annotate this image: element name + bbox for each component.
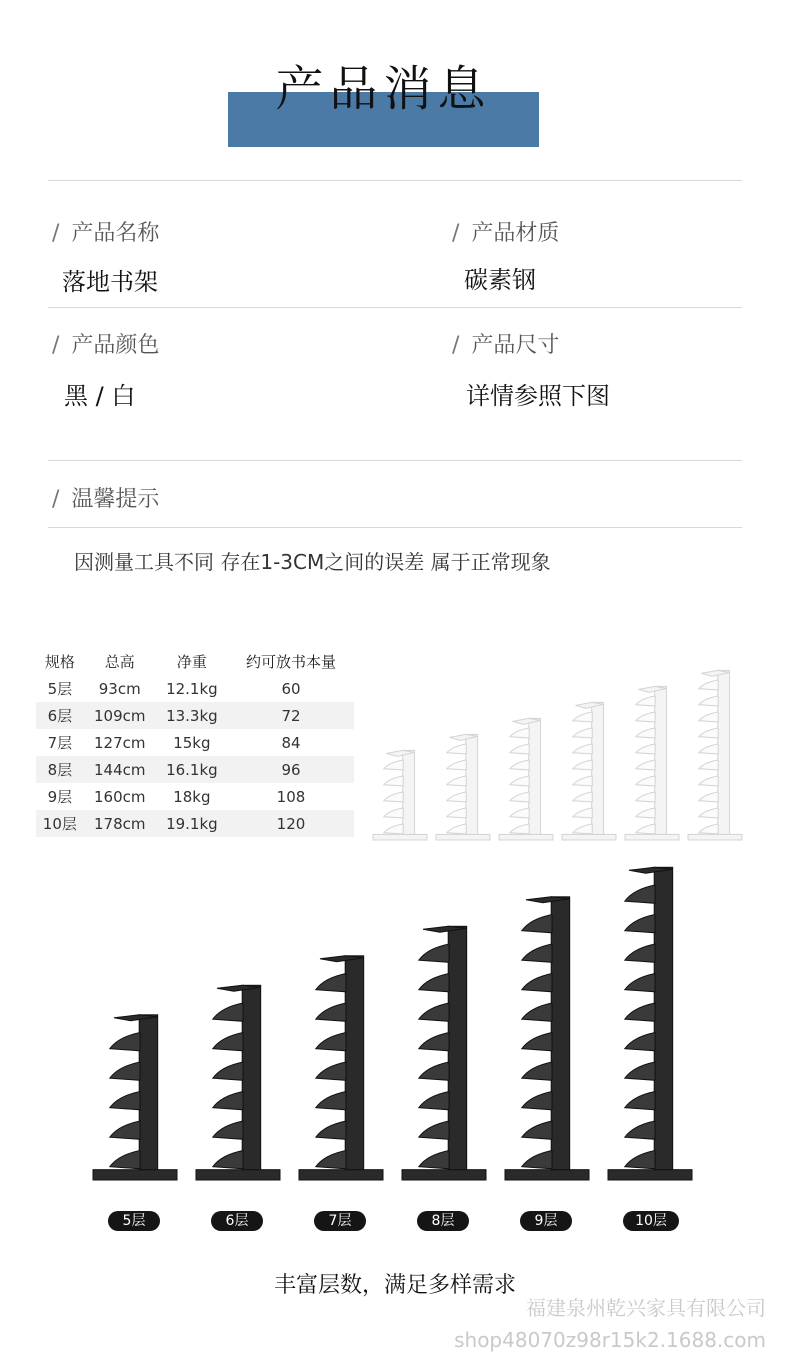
shelf-tier bbox=[636, 696, 655, 706]
shelf-tier bbox=[384, 760, 403, 770]
shelf-tier bbox=[510, 728, 529, 738]
shelf-tier bbox=[110, 1151, 140, 1169]
bookshelf-7-tier bbox=[499, 718, 553, 840]
shelf-tier bbox=[522, 1033, 552, 1051]
shelf-tier bbox=[510, 776, 529, 786]
shelf-tier bbox=[522, 1121, 552, 1139]
shelf-tier bbox=[625, 1003, 655, 1021]
spec-cell: 16.1kg bbox=[156, 756, 228, 783]
shelf-tier bbox=[213, 1092, 243, 1110]
shelf-tier bbox=[419, 1033, 449, 1051]
shelf-tier bbox=[636, 712, 655, 722]
shelf-tier bbox=[699, 696, 718, 706]
caption: 丰富层数，满足多样需求 bbox=[273, 1273, 516, 1298]
shelf-tier bbox=[699, 808, 718, 818]
shelf-tier bbox=[419, 1062, 449, 1080]
spec-row bbox=[36, 729, 354, 756]
shelf-tier bbox=[447, 808, 466, 818]
bookshelf-9-tier bbox=[505, 897, 589, 1180]
shelf-tier bbox=[573, 776, 592, 786]
shelf-tier bbox=[316, 1003, 346, 1021]
shelf-tier bbox=[447, 776, 466, 786]
shelf-tier bbox=[419, 1092, 449, 1110]
shelf-tier bbox=[384, 776, 403, 786]
spec-cell: 9层 bbox=[47, 788, 73, 806]
spec-cell: 15kg bbox=[173, 733, 211, 752]
bookshelf-5-tier bbox=[373, 750, 427, 840]
shelf-tier bbox=[522, 1003, 552, 1021]
shelf-tier bbox=[419, 1151, 449, 1169]
bookshelf-6-tier bbox=[196, 985, 280, 1180]
shelf-spine bbox=[345, 956, 363, 1170]
shelf-base bbox=[373, 834, 427, 840]
shelf-tier bbox=[573, 760, 592, 770]
bookshelf-10-tier bbox=[608, 867, 692, 1180]
product-material-value: 碳素钢 bbox=[464, 266, 536, 294]
shelf-tier bbox=[522, 974, 552, 992]
shelf-base bbox=[688, 834, 742, 840]
tier-label: 10层 bbox=[623, 1211, 679, 1231]
bookshelf-6-tier bbox=[436, 734, 490, 840]
shelf-base bbox=[562, 834, 616, 840]
spec-cell: 7层 bbox=[47, 734, 73, 752]
shelf-base bbox=[608, 1170, 692, 1180]
shelf-tier bbox=[699, 776, 718, 786]
shelf-tier bbox=[522, 915, 552, 933]
shelf-base bbox=[436, 834, 490, 840]
shelf-tier bbox=[316, 1151, 346, 1169]
spec-cell: 5层 bbox=[47, 680, 73, 698]
spec-cell: 127cm bbox=[93, 733, 146, 752]
tier-label: 5层 bbox=[108, 1211, 160, 1231]
shelf-tier bbox=[110, 1121, 140, 1139]
spec-cell: 109cm bbox=[84, 702, 156, 729]
product-material-label: / 产品材质 bbox=[452, 221, 560, 246]
shelf-tier bbox=[316, 1062, 346, 1080]
shelf-tier bbox=[636, 760, 655, 770]
shelf-spine bbox=[718, 670, 730, 834]
shelf-base bbox=[299, 1170, 383, 1180]
shelf-spine bbox=[654, 867, 672, 1169]
watermark-company: 福建泉州乾兴家具有限公司 bbox=[526, 1296, 766, 1320]
white-shelves-illustration bbox=[360, 640, 760, 850]
shelf-base bbox=[499, 834, 553, 840]
spec-cell: 12.1kg bbox=[166, 679, 218, 698]
spec-cell: 108 bbox=[276, 787, 306, 806]
shelf-tier bbox=[573, 744, 592, 754]
tip-text: 因测量工具不同 存在1-3CM之间的误差 属于正常现象 bbox=[74, 550, 551, 574]
product-size-value: 详情参照下图 bbox=[466, 382, 610, 410]
spec-table-wrapper bbox=[36, 648, 354, 837]
shelf-tier bbox=[316, 1033, 346, 1051]
shelf-tier bbox=[510, 744, 529, 754]
shelf-spine bbox=[551, 897, 569, 1170]
spec-row bbox=[36, 675, 354, 702]
shelf-tier bbox=[419, 1121, 449, 1139]
shelf-base bbox=[402, 1170, 486, 1180]
spec-cell: 19.1kg bbox=[156, 810, 228, 837]
shelf-tier bbox=[384, 808, 403, 818]
shelf-tier bbox=[573, 824, 592, 834]
spec-cell: 178cm bbox=[84, 810, 156, 837]
spec-cell: 6层 bbox=[36, 702, 84, 729]
shelf-tier bbox=[510, 824, 529, 834]
shelf-tier bbox=[625, 974, 655, 992]
shelf-tier bbox=[447, 792, 466, 802]
spec-cell: 18kg bbox=[173, 787, 211, 806]
shelf-tier bbox=[699, 760, 718, 770]
shelf-tier bbox=[699, 712, 718, 722]
shelf-tier bbox=[110, 1062, 140, 1080]
spec-row bbox=[36, 756, 354, 783]
product-name-label: / 产品名称 bbox=[52, 221, 160, 246]
divider bbox=[48, 180, 742, 181]
tier-label: 8层 bbox=[417, 1211, 469, 1231]
shelf-spine bbox=[448, 926, 466, 1169]
shelf-tier bbox=[419, 974, 449, 992]
shelf-tier bbox=[573, 808, 592, 818]
shelf-tier bbox=[699, 728, 718, 738]
shelf-base bbox=[625, 834, 679, 840]
product-color-label: / 产品颜色 bbox=[52, 333, 160, 358]
shelf-tier bbox=[447, 824, 466, 834]
spec-header-cell: 规格 bbox=[44, 653, 75, 671]
shelf-tier bbox=[699, 824, 718, 834]
spec-cell: 84 bbox=[281, 733, 301, 752]
product-size-label: / 产品尺寸 bbox=[452, 333, 560, 358]
shelf-tier bbox=[636, 776, 655, 786]
shelf-base bbox=[196, 1170, 280, 1180]
shelf-tier bbox=[636, 824, 655, 834]
bookshelf-9-tier bbox=[625, 686, 679, 840]
shelf-tier bbox=[573, 792, 592, 802]
bookshelf-8-tier bbox=[562, 702, 616, 840]
shelf-tier bbox=[213, 1033, 243, 1051]
spec-header-cell: 总高 bbox=[104, 653, 135, 671]
shelf-tier bbox=[625, 944, 655, 962]
spec-cell: 120 bbox=[228, 810, 354, 837]
spec-cell: 144cm bbox=[84, 756, 156, 783]
bookshelf-8-tier bbox=[402, 926, 486, 1180]
divider bbox=[48, 460, 742, 461]
shelf-tier bbox=[699, 744, 718, 754]
shelf-tier bbox=[522, 944, 552, 962]
shelf-tier bbox=[447, 760, 466, 770]
spec-cell: 72 bbox=[228, 702, 354, 729]
shelf-tier bbox=[316, 1121, 346, 1139]
shelf-tier bbox=[573, 712, 592, 722]
divider bbox=[48, 307, 742, 308]
shelf-base bbox=[93, 1170, 177, 1180]
spec-row bbox=[36, 783, 354, 810]
shelf-tier bbox=[699, 792, 718, 802]
shelf-tier bbox=[213, 1003, 243, 1021]
shelf-spine bbox=[242, 985, 260, 1169]
shelf-tier bbox=[636, 808, 655, 818]
shelf-tier bbox=[699, 680, 718, 690]
shelf-tier bbox=[522, 1151, 552, 1169]
spec-cell: 10层 bbox=[36, 810, 84, 837]
spec-header-cell: 净重 bbox=[176, 653, 207, 671]
tier-label: 6层 bbox=[211, 1211, 263, 1231]
shelf-spine bbox=[592, 702, 604, 834]
shelf-tier bbox=[213, 1151, 243, 1169]
page-title: 产品消息 bbox=[275, 61, 492, 117]
shelf-spine bbox=[529, 718, 541, 834]
shelf-tier bbox=[625, 1062, 655, 1080]
shelf-tier bbox=[625, 885, 655, 903]
spec-cell: 160cm bbox=[93, 787, 146, 806]
black-shelves-illustration bbox=[80, 850, 710, 1190]
bookshelf-7-tier bbox=[299, 956, 383, 1180]
shelf-spine bbox=[466, 734, 478, 834]
spec-cell: 60 bbox=[281, 679, 301, 698]
divider bbox=[48, 527, 742, 528]
shelf-tier bbox=[213, 1062, 243, 1080]
shelf-tier bbox=[625, 1092, 655, 1110]
shelf-tier bbox=[419, 944, 449, 962]
spec-row bbox=[36, 702, 354, 729]
shelf-tier bbox=[510, 792, 529, 802]
shelf-tier bbox=[316, 974, 346, 992]
shelf-tier bbox=[110, 1092, 140, 1110]
shelf-spine bbox=[655, 686, 667, 834]
product-name-value: 落地书架 bbox=[62, 268, 158, 296]
bookshelf-5-tier bbox=[93, 1015, 177, 1180]
spec-cell: 8层 bbox=[36, 756, 84, 783]
shelf-tier bbox=[419, 1003, 449, 1021]
bookshelf-10-tier bbox=[688, 670, 742, 840]
shelf-tier bbox=[625, 1121, 655, 1139]
shelf-base bbox=[505, 1170, 589, 1180]
shelf-spine bbox=[403, 750, 415, 834]
shelf-tier bbox=[510, 808, 529, 818]
shelf-tier bbox=[447, 744, 466, 754]
shelf-tier bbox=[625, 915, 655, 933]
shelf-tier bbox=[636, 792, 655, 802]
spec-row bbox=[36, 810, 354, 837]
shelf-tier bbox=[636, 728, 655, 738]
spec-header-cell: 约可放书本量 bbox=[245, 653, 336, 671]
shelf-tier bbox=[636, 744, 655, 754]
spec-table bbox=[36, 648, 354, 837]
shelf-tier bbox=[110, 1033, 140, 1051]
shelf-tier bbox=[384, 824, 403, 834]
product-color-value: 黑 / 白 bbox=[64, 382, 136, 410]
watermark-shop-url: shop48070z98r15k2.1688.com bbox=[454, 1328, 766, 1352]
shelf-tier bbox=[213, 1121, 243, 1139]
shelf-tier bbox=[522, 1062, 552, 1080]
spec-cell: 96 bbox=[228, 756, 354, 783]
shelf-tier bbox=[625, 1151, 655, 1169]
shelf-tier bbox=[625, 1033, 655, 1051]
tier-label: 7层 bbox=[314, 1211, 366, 1231]
shelf-spine bbox=[139, 1015, 157, 1170]
spec-cell: 13.3kg bbox=[156, 702, 228, 729]
spec-cell: 93cm bbox=[98, 679, 141, 698]
shelf-tier bbox=[510, 760, 529, 770]
shelf-tier bbox=[316, 1092, 346, 1110]
shelf-tier bbox=[573, 728, 592, 738]
tip-label: / 温馨提示 bbox=[52, 487, 160, 512]
tier-label: 9层 bbox=[520, 1211, 572, 1231]
shelf-tier bbox=[384, 792, 403, 802]
shelf-tier bbox=[522, 1092, 552, 1110]
